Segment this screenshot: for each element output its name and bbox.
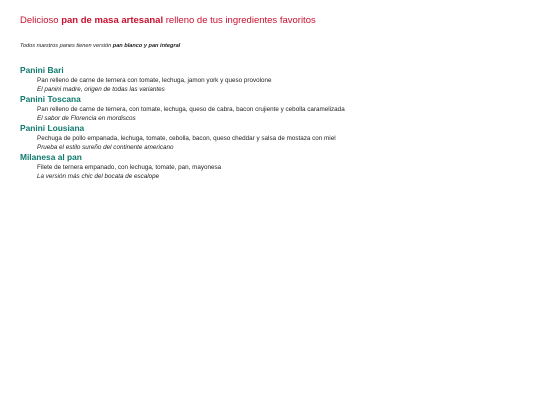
menu-item-description: Filete de ternera empanado, con lechuga, tomate, pan, mayonesa xyxy=(37,164,222,171)
menu-item-milanesa-al-pan xyxy=(20,152,520,181)
menu-item-tagline: Prueba el estilo sureño del continente americano xyxy=(37,144,174,151)
menu-item-panini-lousiana xyxy=(20,123,520,152)
menu-item-description: Pechuga de pollo empanada, lechuga, tomate, cebolla, bacon, queso cheddar y salsa de mostaza con miel xyxy=(37,135,336,142)
menu-list xyxy=(20,65,520,181)
menu-item-panini-bari xyxy=(20,65,520,94)
menu-page xyxy=(20,14,520,181)
menu-item-title: Panini Lousiana xyxy=(20,123,85,133)
bread-note-highlight: pan blanco y pan integral xyxy=(112,43,181,49)
headline xyxy=(20,14,520,28)
bread-note xyxy=(20,42,520,51)
menu-item-title: Panini Bari xyxy=(20,65,64,75)
menu-item-title: Panini Toscana xyxy=(20,94,81,104)
menu-item-tagline: El sabor de Florencia en mordiscos xyxy=(37,115,136,122)
headline-highlight: pan de masa artesanal xyxy=(61,15,164,26)
headline-intro: Delicioso xyxy=(20,15,62,26)
menu-item-tagline: El panini madre, origen de todas las variantes xyxy=(37,86,165,93)
menu-item-title: Milanesa al pan xyxy=(20,152,82,162)
menu-item-tagline: La versión más chic del bocata de escalope xyxy=(37,173,160,180)
headline-suffix: relleno de tus ingredientes favoritos xyxy=(163,15,316,26)
menu-item-description: Pan relleno de carne de ternera, con tomate, lechuga, queso de cabra, bacon crujiente y cebolla caramelizada xyxy=(37,106,345,113)
bread-note-text: Todos nuestros panes tienen versión xyxy=(20,43,113,49)
menu-item-description: Pan relleno de carne de ternera con tomate, lechuga, jamon york y queso provolone xyxy=(37,77,272,84)
menu-item-panini-toscana xyxy=(20,94,520,123)
